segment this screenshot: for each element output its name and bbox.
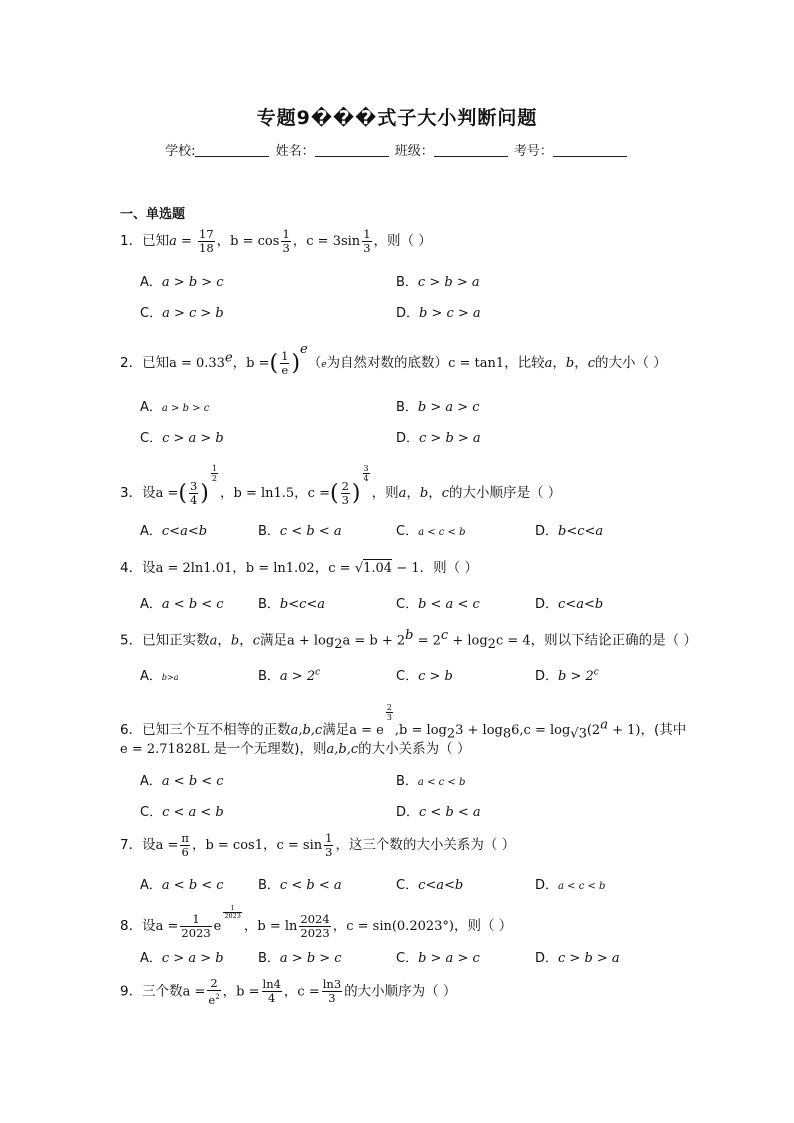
school-label: 学校: bbox=[165, 144, 196, 159]
q1-option-a[interactable]: A．a > b > c bbox=[140, 275, 224, 290]
q8-option-d[interactable]: D．c > b > a bbox=[535, 951, 620, 966]
q7-option-d[interactable]: D．a < c < b bbox=[535, 878, 606, 893]
question-1: 1．已知a = $\frac{17}{18}$ ，b = cos $\frac{1}{3}$ ，c = 3sin $\frac{1}{3}$ ，则（ ） bbox=[120, 227, 432, 255]
q6-option-b[interactable]: B．a < c < b bbox=[396, 774, 466, 789]
class-blank[interactable] bbox=[434, 143, 508, 157]
question-4: 4．设a = 2ln1.01，b = ln1.02，c = √1.04 − 1．则（ ） bbox=[120, 560, 478, 576]
q2-option-b[interactable]: B．b > a > c bbox=[396, 400, 480, 415]
question-9: 9．三个数a = $\frac{2}{e^2}$ ，b = $\frac{\ln 4}{4}$ ，c = $\frac{\ln 3}{3}$ 的大小顺序为（ ） bbox=[120, 976, 457, 1007]
q1-option-b[interactable]: B．c > b > a bbox=[396, 275, 480, 290]
q3-option-b[interactable]: B．c < b < a bbox=[258, 524, 342, 539]
q6-option-d[interactable]: D．c < b < a bbox=[396, 805, 481, 820]
q4-option-c[interactable]: C．b < a < c bbox=[396, 597, 480, 612]
name-label: 姓名： bbox=[275, 144, 315, 159]
question-5: 5．已知正实数a，b，c满足$a + \log_2a = b + 2^b = 2^c + \log_2c = 4$，则以下结论正确的是（ ） bbox=[120, 628, 697, 653]
q5-option-a[interactable]: A．b>a bbox=[140, 669, 179, 684]
q6-option-c[interactable]: C．c < a < b bbox=[140, 805, 224, 820]
id-blank[interactable] bbox=[553, 143, 627, 157]
class-label: 班级： bbox=[394, 144, 434, 159]
q5-option-b[interactable]: B．$a > 2^c$ bbox=[258, 667, 321, 684]
q7-option-b[interactable]: B．c < b < a bbox=[258, 878, 342, 893]
question-3: 3．设a =( $\frac{3}{4}$ ) $\frac{1}{2}$ ，b = ln1.5，c =( $\frac{2}{3}$ ) $\frac{3}{4}$ ，则a，b，c的大小顺序是（ ） bbox=[120, 464, 562, 507]
id-label: 考号： bbox=[513, 144, 553, 159]
student-info-line bbox=[0, 140, 794, 159]
q8-option-a[interactable]: A．c > a > b bbox=[140, 951, 224, 966]
q7-option-c[interactable]: C．c<a<b bbox=[396, 878, 464, 893]
q7-option-a[interactable]: A．a < b < c bbox=[140, 878, 224, 893]
q3-option-c[interactable]: C．a < c < b bbox=[396, 524, 466, 539]
q3-option-a[interactable]: A．c<a<b bbox=[140, 524, 208, 539]
question-7: 7．设a = $\frac{\pi}{6}$ ，b = cos1，c = sin $\frac{1}{3}$ ，这三个数的大小关系为（ ） bbox=[120, 831, 516, 859]
q5-option-c[interactable]: C．c > b bbox=[396, 669, 453, 684]
q3-option-d[interactable]: D．b<c<a bbox=[535, 524, 604, 539]
q6-option-a[interactable]: A．a < b < c bbox=[140, 774, 224, 789]
q1-option-d[interactable]: D．b > c > a bbox=[396, 306, 481, 321]
q2-option-d[interactable]: D．c > b > a bbox=[396, 431, 481, 446]
section-heading: 一、单选题 bbox=[120, 207, 186, 222]
q8-option-b[interactable]: B．a > b > c bbox=[258, 951, 342, 966]
question-2: 2．已知a = 0.33$^e$，b =( $\frac{1}{e}$ )$^e$（e为自然对数的底数）c = tan1，比较a，b，c的大小（ ） bbox=[120, 342, 667, 377]
question-8: 8．设a = $\frac{1}{2023}$ e $\frac{1}{2023}$ ，b = ln $\frac{2024}{2023}$ ，c = sin(0.2023°)，则（ ） bbox=[120, 904, 513, 940]
q2-option-c[interactable]: C．c > a > b bbox=[140, 431, 224, 446]
q2-option-a[interactable]: A．a > b > c bbox=[140, 400, 210, 415]
name-blank[interactable] bbox=[315, 143, 389, 157]
q8-option-c[interactable]: C．b > a > c bbox=[396, 951, 480, 966]
question-6: 6．已知三个互不相等的正数a,b,c满足a = e $\frac{2}{3}$ $,b = \log_23 + \log_86,c = \log_{√3}(2^a + 1)$，(其中 bbox=[120, 703, 687, 742]
q1-option-c[interactable]: C．a > c > b bbox=[140, 306, 224, 321]
q5-option-d[interactable]: D．$b > 2^c$ bbox=[535, 667, 599, 684]
q4-option-b[interactable]: B．b<c<a bbox=[258, 597, 326, 612]
q4-option-d[interactable]: D．c<a<b bbox=[535, 597, 604, 612]
q4-option-a[interactable]: A．a < b < c bbox=[140, 597, 224, 612]
page-title: 专题9���式子大小判断问题 bbox=[256, 107, 538, 129]
question-6-line-2: e = 2.71828L 是一个无理数)，则a,b,c的大小关系为（ ） bbox=[120, 741, 471, 757]
school-blank[interactable] bbox=[195, 143, 269, 157]
